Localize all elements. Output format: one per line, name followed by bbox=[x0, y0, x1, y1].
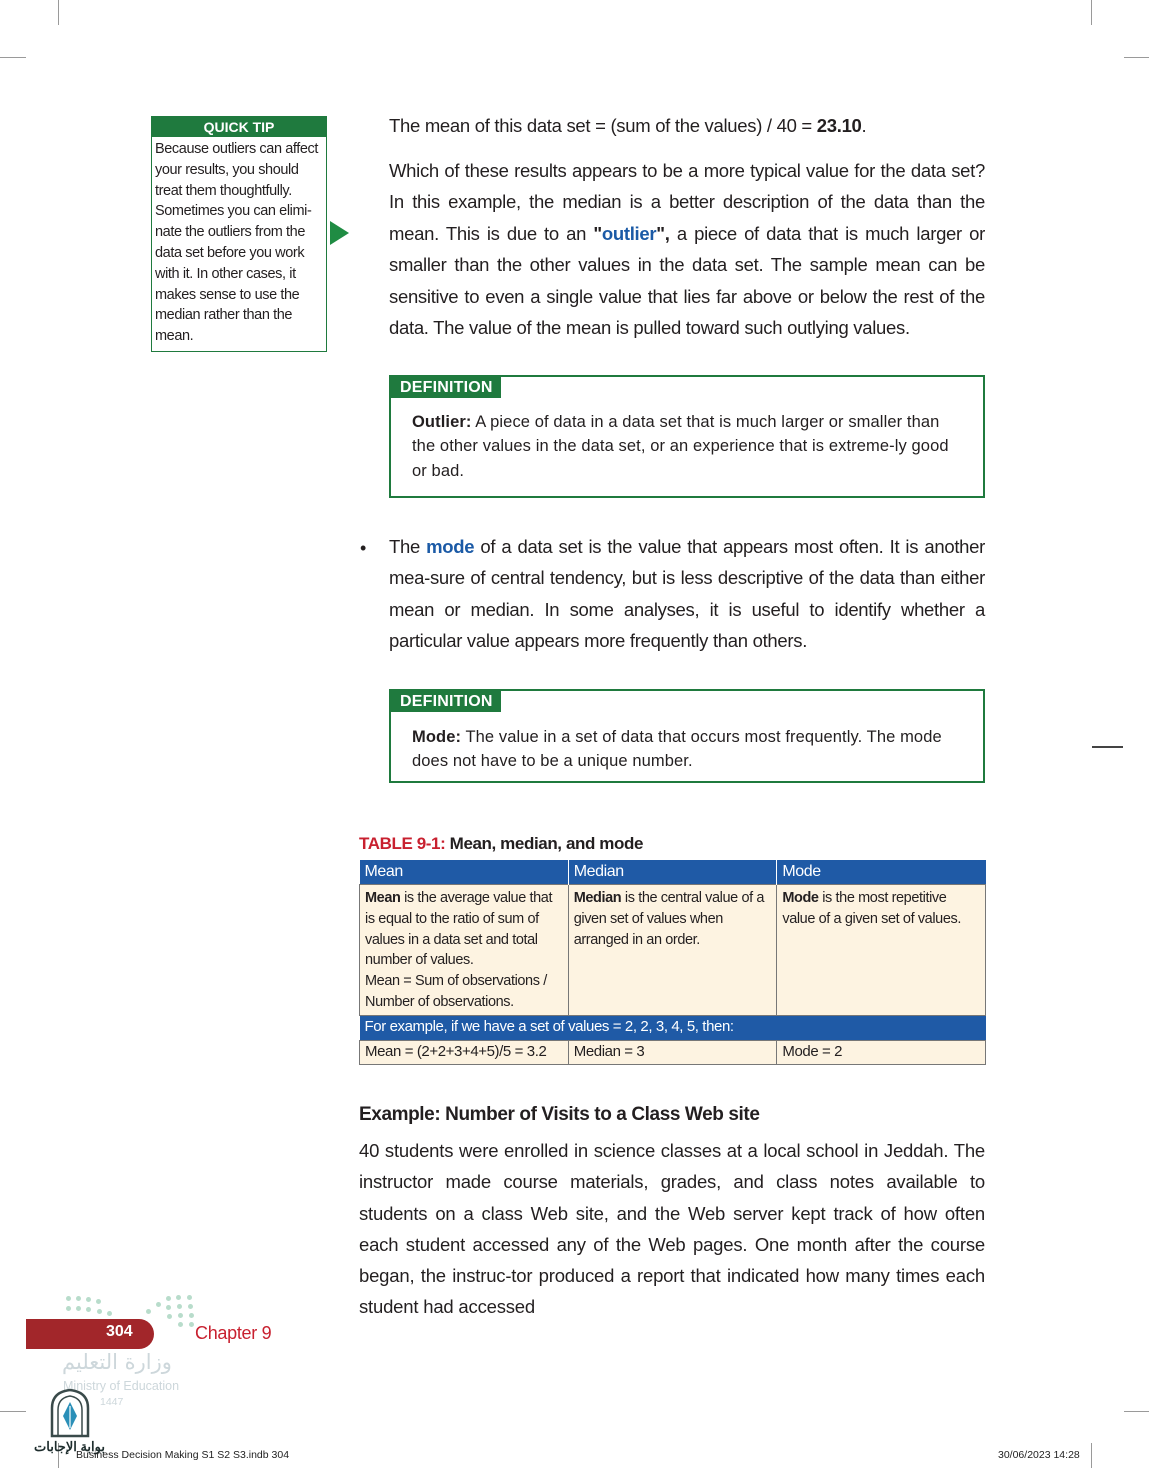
table-cell-median bbox=[568, 885, 777, 1016]
quick-tip-line: treat them thoughtfully. bbox=[155, 182, 292, 199]
quick-tip-line: data set before you work bbox=[155, 244, 305, 261]
cell-formula: Mean = Sum of observations / Number of observations. bbox=[365, 973, 547, 1010]
crop-mark bbox=[0, 1411, 26, 1412]
quick-tip-line: median rather than the bbox=[155, 307, 293, 324]
paragraph-text: The bbox=[389, 536, 427, 557]
table-label: TABLE 9-1: bbox=[359, 834, 446, 853]
ministry-year: 1447 bbox=[100, 1396, 124, 1408]
definition-tag: DEFINITION bbox=[391, 377, 501, 398]
quote-mark: ", bbox=[656, 222, 677, 244]
quick-tip-box bbox=[151, 116, 327, 352]
crop-mark bbox=[1091, 1443, 1092, 1468]
table-header-cell: Mode bbox=[777, 860, 986, 885]
table-example-cell: For example, if we have a set of values = 2, 2, 3, 4, 5, then: bbox=[360, 1015, 986, 1040]
crop-mark bbox=[0, 57, 26, 58]
definition-tag: DEFINITION bbox=[391, 691, 501, 712]
definition-body: A piece of data in a data set that is much larger or smaller than the other values in the data set, or an experience that is extreme-ly good or bad. bbox=[412, 413, 949, 480]
quick-tip-body bbox=[152, 137, 326, 347]
crop-mark bbox=[58, 0, 59, 25]
quick-tip-line: nate the outliers from the bbox=[155, 224, 305, 241]
quick-tip-line: with it. In other cases, it bbox=[155, 265, 296, 282]
table-cell: Mode = 2 bbox=[777, 1040, 986, 1064]
cell-text: is the central value of a given set of values when arranged in an order. bbox=[573, 890, 765, 948]
paragraph-text: a piece of data that is much larger or smaller than the other values in the data set. The sample mean can be sensitive to even a single value that lies far above or below the rest of the data. The value of the mean is pulled toward such outlying values. bbox=[389, 222, 986, 339]
mode-term: mode bbox=[426, 536, 475, 557]
mean-value: 23.10 bbox=[816, 115, 862, 136]
table-cell: Median = 3 bbox=[568, 1040, 777, 1064]
table-cell: Mean = (2+2+3+4+5)/5 = 3.2 bbox=[360, 1040, 569, 1064]
table-example-row bbox=[360, 1015, 986, 1040]
table-header-cell: Mean bbox=[360, 860, 569, 885]
table-row bbox=[360, 1040, 986, 1064]
ministry-logo-english: Ministry of Education bbox=[63, 1379, 180, 1393]
example-paragraph: 40 students were enrolled in science classes at a local school in Jeddah. The instructor made course materials, grades, and class notes available to students on a class Web site, and the Web server kept track of how often each student accessed any of the Web pages. One month after the course began, the instruc-tor produced a report that indicated how many times each student had accessed bbox=[359, 1140, 985, 1318]
table-header-row bbox=[360, 860, 986, 885]
mode-paragraph bbox=[389, 531, 985, 657]
definition-box-outlier bbox=[389, 375, 985, 498]
mean-line-text: The mean of this data set = (sum of the values) / 40 = bbox=[389, 115, 817, 136]
crop-mark bbox=[1124, 1411, 1149, 1412]
quick-tip-line: Sometimes you can elimi- bbox=[155, 203, 312, 220]
crop-mark bbox=[1091, 0, 1092, 25]
quick-tip-line: your results, you should bbox=[155, 161, 299, 178]
ministry-logo-arabic: وزارة التعليم bbox=[62, 1350, 172, 1374]
cell-term: Median bbox=[573, 890, 622, 906]
cell-term: Mode bbox=[782, 890, 819, 906]
table-row bbox=[360, 885, 986, 1016]
mean-line-suffix: . bbox=[861, 115, 867, 136]
paragraph-text: Which of these results appears to be a more typical value for the data set? In this example, the median is a better description of the data than the mean. This is due to an bbox=[389, 160, 985, 244]
table-cell-mean bbox=[360, 885, 569, 1016]
table-header-cell: Median bbox=[568, 860, 777, 885]
table-cell-mode bbox=[777, 885, 986, 1016]
crop-mark bbox=[1124, 57, 1149, 58]
bullet-icon: • bbox=[360, 538, 367, 558]
crop-mark bbox=[1092, 746, 1123, 748]
quick-tip-line: makes sense to use the bbox=[155, 286, 300, 303]
definition-body: The value in a set of data that occurs most frequently. The mode does not have to be a unique number. bbox=[412, 728, 942, 771]
pen-logo-icon bbox=[48, 1388, 92, 1438]
page-number: 304 bbox=[106, 1323, 133, 1340]
page-number-tab bbox=[26, 1319, 154, 1349]
watermark-text: بوابة الإجابات bbox=[34, 1439, 105, 1454]
chapter-label: Chapter 9 bbox=[195, 1323, 272, 1343]
example-title: Example: Number of Visits to a Class Web site bbox=[359, 1104, 760, 1125]
print-timestamp: 30/06/2023 14:28 bbox=[998, 1449, 1080, 1461]
definition-term: Outlier: bbox=[412, 413, 472, 431]
table-caption bbox=[359, 834, 643, 854]
cell-text: is the most repetitive value of a given set of values. bbox=[782, 890, 961, 927]
definition-box-mode bbox=[389, 689, 985, 783]
mean-median-mode-table bbox=[359, 860, 986, 1065]
quick-tip-line: mean. bbox=[155, 328, 194, 345]
tip-pointer-icon bbox=[330, 221, 349, 245]
quick-tip-line: Because outliers can affect bbox=[155, 141, 319, 157]
outlier-term: outlier bbox=[601, 222, 657, 244]
quick-tip-heading: QUICK TIP bbox=[152, 117, 326, 137]
cell-text: is the average value that is equal to the ratio of sum of values in a data set and total number of values. bbox=[365, 890, 553, 969]
outlier-paragraph bbox=[389, 155, 985, 343]
definition-text bbox=[412, 410, 963, 483]
file-info: Business Decision Making S1 S2 S3.indb 304 bbox=[76, 1449, 290, 1461]
definition-text bbox=[412, 725, 963, 774]
definition-term: Mode: bbox=[412, 728, 462, 746]
quote-mark: " bbox=[593, 222, 602, 244]
table-caption-text: Mean, median, and mode bbox=[445, 834, 644, 853]
mean-result-line bbox=[389, 110, 985, 141]
paragraph-text: of a data set is the value that appears most often. It is another mea-sure of central tendency, but is less descriptive of the data than either mean or median. In some analyses, it is useful to identify whether a particular value appears more frequently than others. bbox=[389, 536, 985, 652]
cell-term: Mean bbox=[365, 890, 401, 906]
